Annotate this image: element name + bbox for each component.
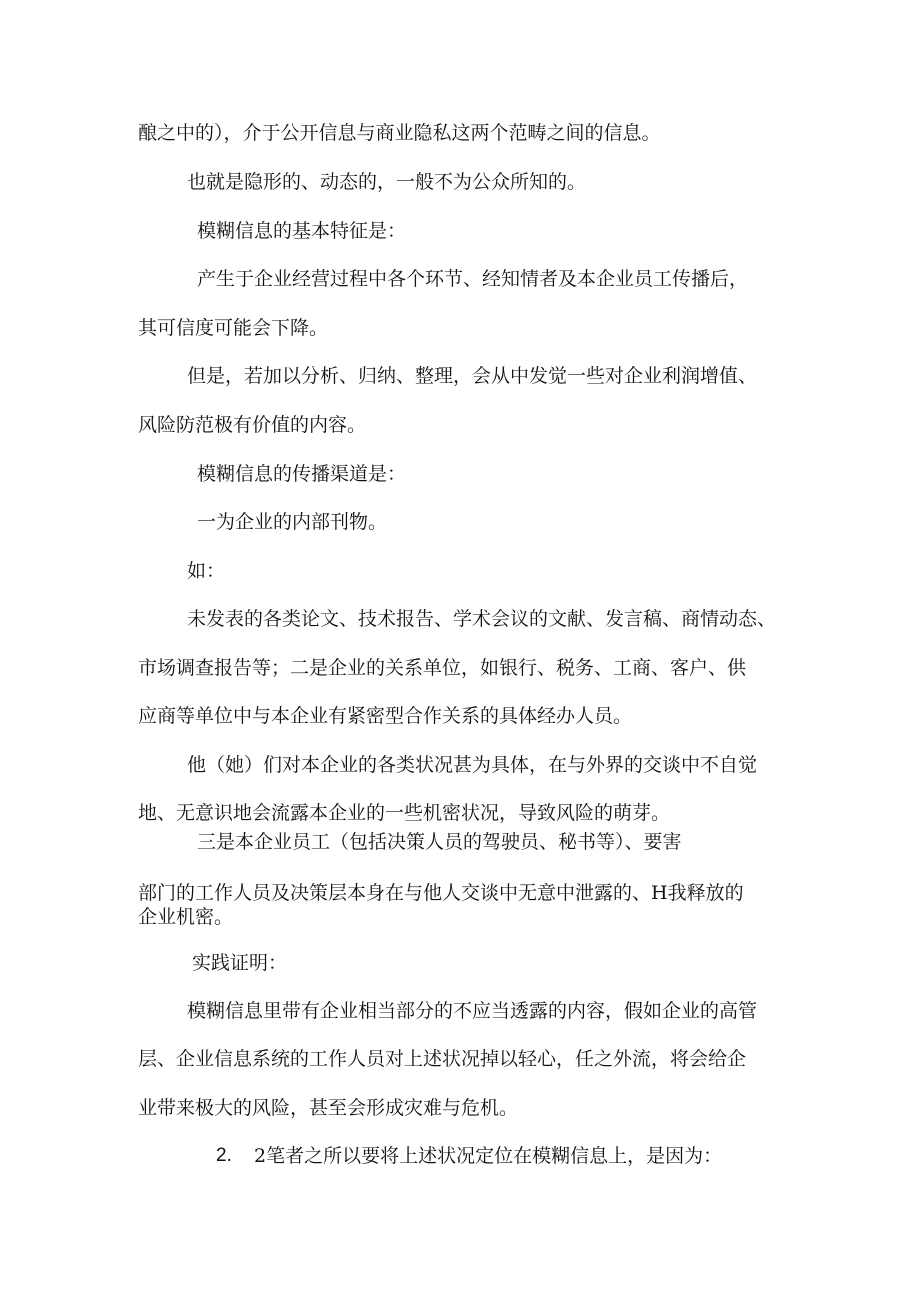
paragraph-line: 地、无意识地会流露本企业的一些机密状况，导致风险的萌芽。	[138, 802, 671, 824]
paragraph-line: 但是，若加以分析、归纳、整理，会从中发觉一些对企业利润增值、	[187, 365, 758, 387]
paragraph-line: 业带来极大的风险，甚至会形成灾难与危机。	[138, 1097, 519, 1119]
paragraph-line: 酿之中的），介于公开信息与商业隐私这两个范畴之间的信息。	[138, 122, 661, 144]
paragraph-line: 实践证明：	[192, 952, 288, 974]
section-heading: 2笔者之所以要将上述状况定位在模糊信息上，是因为：	[254, 1145, 723, 1167]
paragraph-line: 风险防范极有价值的内容。	[138, 414, 367, 436]
paragraph-line: 模糊信息里带有企业相当部分的不应当透露的内容，假如企业的高管	[187, 1000, 758, 1022]
paragraph-line: 层、企业信息系统的工作人员对上述状况掉以轻心，任之外流，将会给企	[138, 1048, 747, 1070]
paragraph-line: 企业机密。	[138, 906, 234, 928]
paragraph-line: 应商等单位中与本企业有紧密型合作关系的具体经办人员。	[138, 705, 633, 727]
paragraph-line: 也就是隐形的、动态的，一般不为公众所知的。	[187, 171, 587, 193]
paragraph-line: 他（她）们对本企业的各类状况甚为具体，在与外界的交谈中不自觉	[187, 754, 758, 776]
paragraph-line: 未发表的各类论文、技术报告、学术会议的文献、发言稿、商情动态、	[187, 608, 777, 630]
paragraph-line: 市场调查报告等；二是企业的关系单位，如银行、税务、工商、客户、供	[138, 657, 747, 679]
paragraph-line: 一为企业的内部刊物。	[197, 511, 388, 533]
paragraph-line: 模糊信息的传播渠道是：	[197, 463, 407, 485]
paragraph-line: 三是本企业员工（包括决策人员的驾驶员、秘书等）、要害	[197, 831, 682, 853]
paragraph-line: 其可信度可能会下降。	[138, 317, 329, 339]
section-number: 2.	[216, 1145, 232, 1166]
paragraph-line: 产生于企业经营过程中各个环节、经知情者及本企业员工传播后，	[197, 268, 749, 290]
paragraph-line: 如：	[187, 560, 226, 582]
paragraph-line: 模糊信息的基本特征是：	[197, 220, 407, 242]
paragraph-line: 部门的工作人员及决策层本身在与他人交谈中无意中泄露的、H我释放的	[138, 882, 744, 904]
